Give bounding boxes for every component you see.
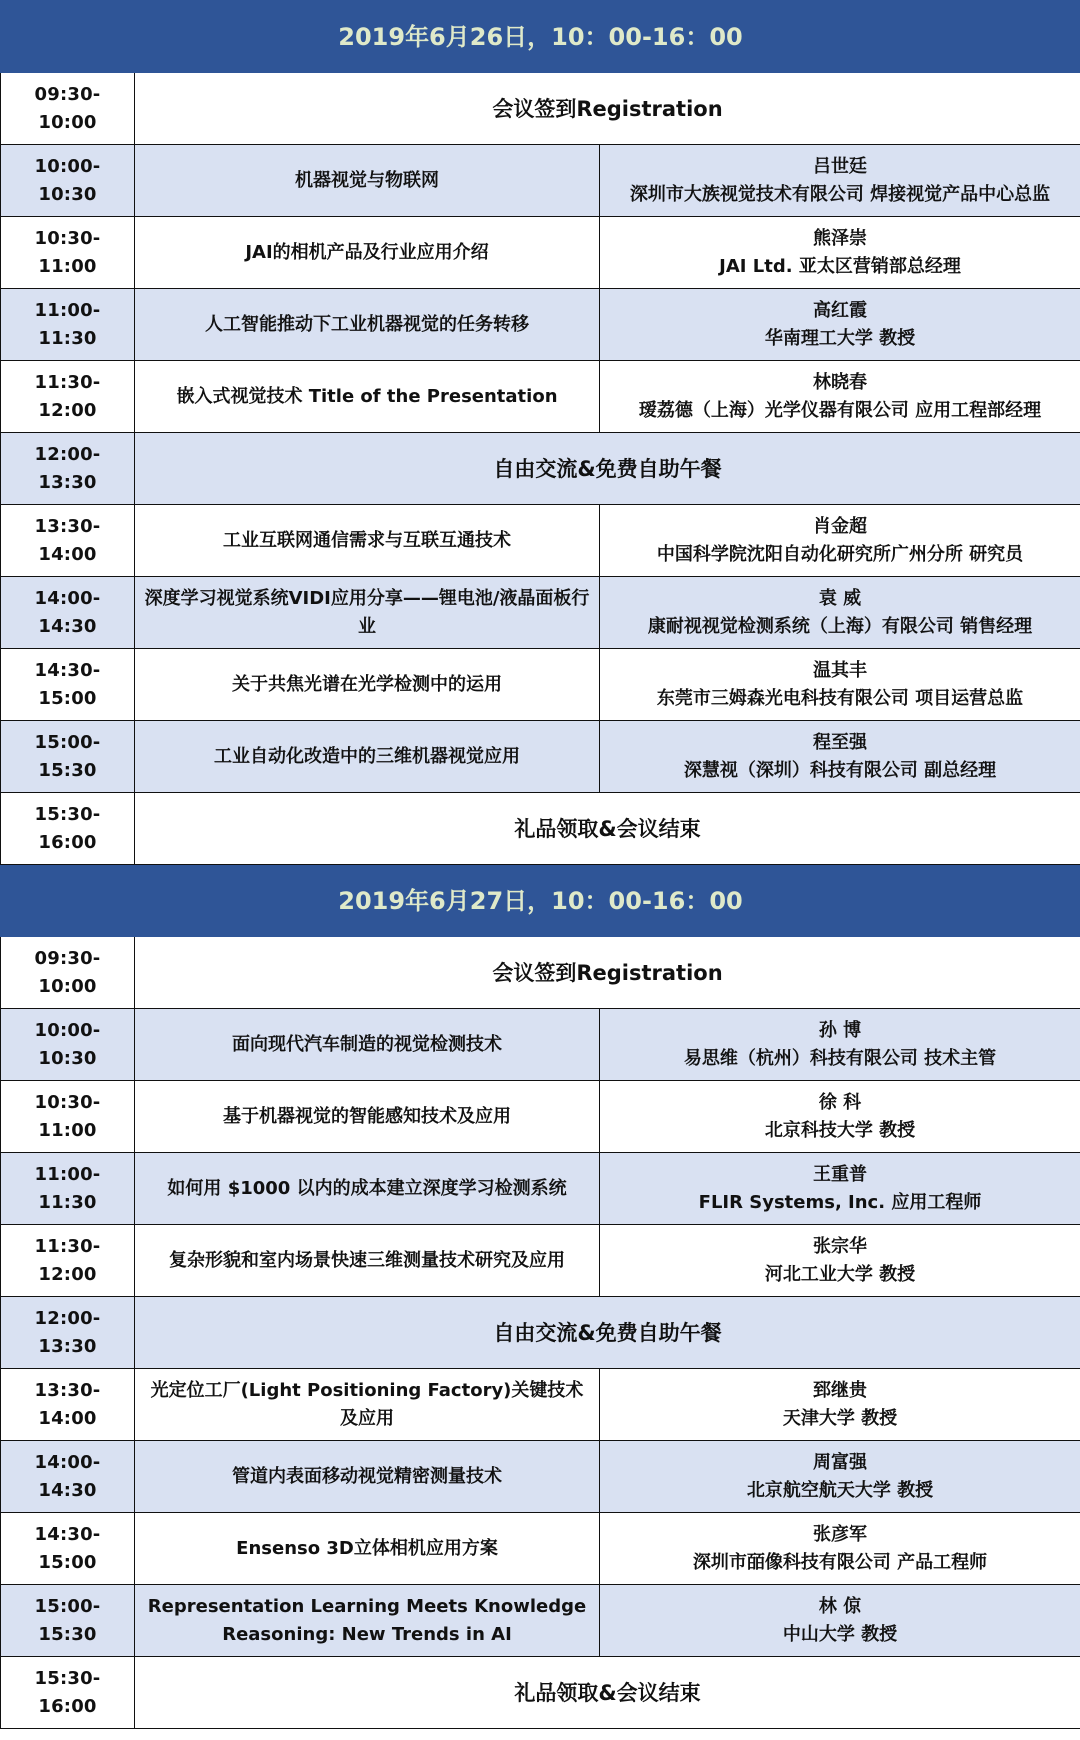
- time-slot: 12:00-13:30: [1, 1297, 135, 1369]
- speaker-cell: [600, 289, 1080, 361]
- time-slot: 15:00-15:30: [1, 721, 135, 793]
- talk-topic: 关于共焦光谱在光学检测中的运用: [135, 649, 600, 721]
- speaker-name: 高红霞: [813, 299, 867, 321]
- talk-topic: 深度学习视觉系统VIDI应用分享——锂电池/液晶面板行业: [135, 577, 600, 649]
- schedule-talk-row: [1, 145, 1080, 217]
- speaker-cell: [600, 217, 1080, 289]
- time-slot: 13:30-14:00: [1, 1369, 135, 1441]
- session-label: 自由交流&免费自助午餐: [135, 433, 1080, 505]
- speaker-cell: [600, 649, 1080, 721]
- time-slot: 10:00-10:30: [1, 145, 135, 217]
- speaker-affiliation: 中国科学院沈阳自动化研究所广州分所 研究员: [656, 543, 1024, 565]
- speaker-cell: [600, 1225, 1080, 1297]
- time-slot: 11:30-12:00: [1, 1225, 135, 1297]
- speaker-cell: [600, 505, 1080, 577]
- schedule-break-row: [1, 433, 1080, 505]
- speaker-cell: [600, 1441, 1080, 1513]
- speaker-affiliation: 天津大学 教授: [782, 1407, 898, 1429]
- schedule-talk-row: [1, 577, 1080, 649]
- speaker-affiliation: 瑷荔德（上海）光学仪器有限公司 应用工程部经理: [638, 399, 1042, 421]
- talk-topic: Representation Learning Meets Knowledge Reasoning: New Trends in AI: [135, 1585, 600, 1657]
- session-label: 礼品领取&会议结束: [135, 793, 1080, 865]
- time-slot: 10:30-11:00: [1, 1081, 135, 1153]
- speaker-name: 熊泽崇: [813, 227, 867, 249]
- speaker-name: 张彦军: [813, 1523, 867, 1545]
- schedule-talk-row: [1, 361, 1080, 433]
- talk-topic: Ensenso 3D立体相机应用方案: [135, 1513, 600, 1585]
- time-slot: 14:00-14:30: [1, 577, 135, 649]
- schedule-talk-row: [1, 1225, 1080, 1297]
- session-label: 自由交流&免费自助午餐: [135, 1297, 1080, 1369]
- speaker-affiliation: 河北工业大学 教授: [764, 1263, 916, 1285]
- time-slot: 15:30-16:00: [1, 793, 135, 865]
- speaker-cell: [600, 1153, 1080, 1225]
- time-slot: 15:00-15:30: [1, 1585, 135, 1657]
- speaker-name: 吕世廷: [813, 155, 867, 177]
- speaker-cell: [600, 361, 1080, 433]
- schedule-talk-row: [1, 1585, 1080, 1657]
- schedule-break-row: [1, 1657, 1080, 1729]
- schedule-talk-row: [1, 1153, 1080, 1225]
- speaker-affiliation: JAI Ltd. 亚太区营销部总经理: [719, 255, 961, 277]
- speaker-affiliation: 深圳市皕像科技有限公司 产品工程师: [692, 1551, 988, 1573]
- schedule-break-row: [1, 793, 1080, 865]
- speaker-name: 程至强: [813, 731, 867, 753]
- speaker-name: 周富强: [813, 1451, 867, 1473]
- speaker-cell: [600, 577, 1080, 649]
- speaker-cell: [600, 721, 1080, 793]
- speaker-cell: [600, 1081, 1080, 1153]
- talk-topic: 嵌入式视觉技术 Title of the Presentation: [135, 361, 600, 433]
- schedule-talk-row: [1, 1513, 1080, 1585]
- time-slot: 14:00-14:30: [1, 1441, 135, 1513]
- speaker-name: 郅继贵: [813, 1379, 867, 1401]
- talk-topic: 机器视觉与物联网: [135, 145, 600, 217]
- speaker-cell: [600, 1585, 1080, 1657]
- schedule-talk-row: [1, 1009, 1080, 1081]
- time-slot: 14:30-15:00: [1, 649, 135, 721]
- day-header-row: [1, 865, 1080, 937]
- session-label: 会议签到Registration: [135, 937, 1080, 1009]
- talk-topic: JAI的相机产品及行业应用介绍: [135, 217, 600, 289]
- schedule-break-row: [1, 73, 1080, 145]
- talk-topic: 复杂形貌和室内场景快速三维测量技术研究及应用: [135, 1225, 600, 1297]
- speaker-name: 温其丰: [813, 659, 867, 681]
- talk-topic: 管道内表面移动视觉精密测量技术: [135, 1441, 600, 1513]
- schedule-talk-row: [1, 649, 1080, 721]
- schedule-talk-row: [1, 505, 1080, 577]
- speaker-cell: [600, 145, 1080, 217]
- speaker-name: 林 倞: [818, 1595, 862, 1617]
- speaker-cell: [600, 1513, 1080, 1585]
- talk-topic: 工业互联网通信需求与互联互通技术: [135, 505, 600, 577]
- time-slot: 11:00-11:30: [1, 289, 135, 361]
- schedule-talk-row: [1, 289, 1080, 361]
- talk-topic: 面向现代汽车制造的视觉检测技术: [135, 1009, 600, 1081]
- schedule-break-row: [1, 937, 1080, 1009]
- time-slot: 13:30-14:00: [1, 505, 135, 577]
- speaker-cell: [600, 1369, 1080, 1441]
- time-slot: 11:30-12:00: [1, 361, 135, 433]
- speaker-affiliation: 东莞市三姆森光电科技有限公司 项目运营总监: [656, 687, 1024, 709]
- schedule-talk-row: [1, 1441, 1080, 1513]
- speaker-name: 肖金超: [813, 515, 867, 537]
- day-title: 2019年6月27日，10：00-16：00: [1, 865, 1080, 937]
- time-slot: 09:30-10:00: [1, 937, 135, 1009]
- speaker-name: 林晓春: [813, 371, 867, 393]
- day-header-row: [1, 1, 1080, 73]
- speaker-affiliation: 北京航空航天大学 教授: [746, 1479, 934, 1501]
- talk-topic: 基于机器视觉的智能感知技术及应用: [135, 1081, 600, 1153]
- speaker-affiliation: FLIR Systems, Inc. 应用工程师: [698, 1191, 982, 1213]
- talk-topic: 工业自动化改造中的三维机器视觉应用: [135, 721, 600, 793]
- speaker-name: 张宗华: [813, 1235, 867, 1257]
- speaker-affiliation: 康耐视视觉检测系统（上海）有限公司 销售经理: [647, 615, 1033, 637]
- talk-topic: 人工智能推动下工业机器视觉的任务转移: [135, 289, 600, 361]
- schedule-body: [1, 1, 1080, 1729]
- time-slot: 12:00-13:30: [1, 433, 135, 505]
- speaker-name: 袁 威: [818, 587, 862, 609]
- session-label: 会议签到Registration: [135, 73, 1080, 145]
- talk-topic: 如何用 $1000 以内的成本建立深度学习检测系统: [135, 1153, 600, 1225]
- schedule-talk-row: [1, 217, 1080, 289]
- day-title: 2019年6月26日，10：00-16：00: [1, 1, 1080, 73]
- speaker-cell: [600, 1009, 1080, 1081]
- time-slot: 09:30-10:00: [1, 73, 135, 145]
- speaker-affiliation: 易思维（杭州）科技有限公司 技术主管: [683, 1047, 997, 1069]
- session-label: 礼品领取&会议结束: [135, 1657, 1080, 1729]
- speaker-affiliation: 深慧视（深圳）科技有限公司 副总经理: [683, 759, 997, 781]
- time-slot: 11:00-11:30: [1, 1153, 135, 1225]
- speaker-affiliation: 华南理工大学 教授: [764, 327, 916, 349]
- time-slot: 10:30-11:00: [1, 217, 135, 289]
- speaker-name: 徐 科: [818, 1091, 862, 1113]
- schedule-break-row: [1, 1297, 1080, 1369]
- speaker-affiliation: 深圳市大族视觉技术有限公司 焊接视觉产品中心总监: [629, 183, 1051, 205]
- speaker-name: 王重普: [813, 1163, 867, 1185]
- schedule-talk-row: [1, 1369, 1080, 1441]
- schedule-talk-row: [1, 1081, 1080, 1153]
- speaker-name: 孙 博: [818, 1019, 862, 1041]
- time-slot: 15:30-16:00: [1, 1657, 135, 1729]
- time-slot: 14:30-15:00: [1, 1513, 135, 1585]
- speaker-affiliation: 北京科技大学 教授: [764, 1119, 916, 1141]
- speaker-affiliation: 中山大学 教授: [782, 1623, 898, 1645]
- talk-topic: 光定位工厂(Light Positioning Factory)关键技术及应用: [135, 1369, 600, 1441]
- schedule-talk-row: [1, 721, 1080, 793]
- time-slot: 10:00-10:30: [1, 1009, 135, 1081]
